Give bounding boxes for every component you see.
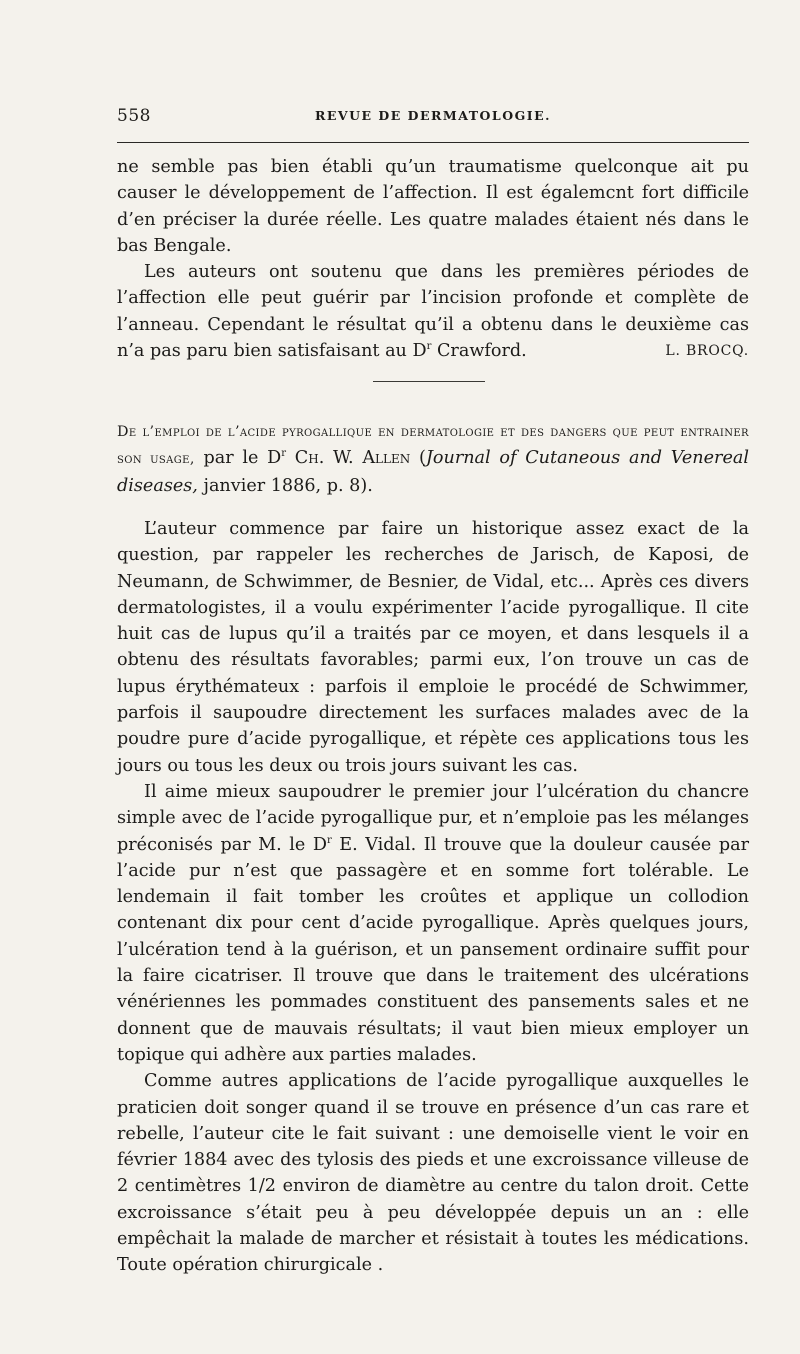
paragraph: ne semble pas bien établi qu’un traumatisme quelconque ait pu causer le développement de l’affection. Il est égalemcnt fort difficile d’en préciser la durée réelle. Les quatre malades étaient nés dans le bas Bengale. xyxy=(117,157,749,256)
paragraph: Comme autres applications de l’acide pyrogallique auxquelles le praticien doit songer quand il se trouve en présence d’un cas rare et rebelle, l’auteur cite le fait suivant : une demoiselle vient le voir en février 1884 avec des tylosis des pieds et une excroissance villeuse de 2 centimètres 1/2 environ de diamètre au centre du talon droit. Cette excroissance s’était peu à peu développée depuis un an : elle empêchait la malade de marcher et résistait à toutes les médications. Toute opération chirurgicale . xyxy=(117,1071,749,1276)
paragraph xyxy=(117,779,749,1068)
journal-name: Journal of Cutaneous and Venereal diseases, xyxy=(117,448,749,496)
section-separator xyxy=(373,381,485,382)
article-heading xyxy=(117,418,749,499)
article-title xyxy=(117,418,749,499)
superscript: r xyxy=(326,834,332,846)
paren-open: ( xyxy=(410,448,426,469)
superscript: r xyxy=(426,341,432,353)
paragraph-text: Il aime mieux saupoudrer le premier jour l’ulcération du chancre simple avec de l’acide pyrogallique pur, et n’emploie pas les mélanges préconisés par M. le D xyxy=(117,781,749,855)
paragraph: L’auteur commence par faire un historique assez exact de la question, par rappeler les recherches de Jarisch, de Kaposi, de Neumann, de Schwimmer, de Besnier, de Vidal, etc... Après ces divers dermatologistes, il a voulu expérimenter l’acide pyrogallique. Il cite huit cas de lupus qu’il a traités par ce moyen, et dans lesquels il a obtenu des résultats favorables; parmi eux, l’on trouve un cas de lupus érythémateux : parfois il emploie le procédé de Schwimmer, parfois il saupoudre directement les surfaces malades avec de la poudre pure d’acide pyrogallique, et répète ces applications tous les jours ou tous les deux ou trois jours suivant les cas. xyxy=(117,519,749,776)
article-title-by: par le D xyxy=(194,448,282,469)
page-number: 558 xyxy=(117,106,151,126)
header-rule xyxy=(117,142,749,143)
previous-review-end xyxy=(117,154,749,364)
article-author: Ch. W. Allen xyxy=(286,448,411,469)
author-signature: L. BROCQ. xyxy=(665,343,749,360)
running-head: REVUE DE DERMATOLOGIE. xyxy=(315,108,551,123)
paragraph-text: Les auteurs ont soutenu que dans les premières périodes de l’affection elle peut guérir par l’incision profonde et complète de l’anneau. Cependant le résultat qu’il a obtenu dans le deuxième cas n’a pas paru bien satisfaisant au D xyxy=(117,262,749,362)
paragraph xyxy=(117,259,749,364)
paragraph-text: Crawford. xyxy=(431,341,527,362)
article-body xyxy=(117,516,749,1279)
paragraph-text: E. Vidal. Il trouve que la douleur causée par l’acide pur n’est que passagère et en somme fort tolérable. Le lendemain il fait tomber les croûtes et applique un collodion contenant dix pour cent d’acide pyrogallique. Après quelques jours, l’ulcération tend à la guérison, et un pansement ordinaire suffit pour la faire cicatriser. Il trouve que dans le traitement des ulcérations vénériennes les pommades constituent des pansements sales et ne donnent que de mauvais résultats; il vaut bien mieux employer un topique qui adhère aux parties malades. xyxy=(117,834,749,1065)
superscript: r xyxy=(281,448,287,460)
page-header xyxy=(117,106,749,130)
article-reference: janvier 1886, p. 8). xyxy=(197,475,373,496)
article-title-lead: De l’emploi de l’acide pyrogallique en dermatologie et des dangers que peut entrainer son usage, xyxy=(117,424,749,468)
